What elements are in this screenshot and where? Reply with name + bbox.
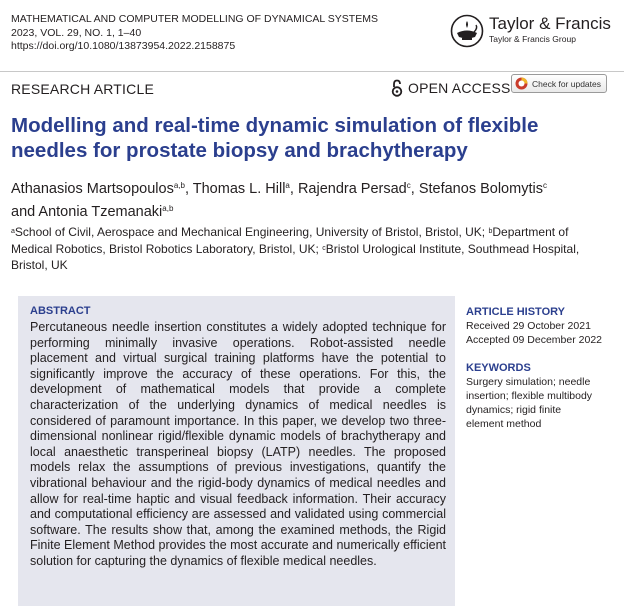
author-affil-sup: c bbox=[542, 181, 547, 190]
open-lock-icon bbox=[391, 79, 403, 97]
crossmark-icon bbox=[515, 77, 528, 90]
keyword-line: element method bbox=[466, 418, 542, 430]
publisher-name: Taylor & Francis bbox=[489, 14, 611, 33]
keywords bbox=[466, 361, 616, 431]
author-affil-sup: a,b bbox=[162, 204, 174, 213]
publisher-group: Taylor & Francis Group bbox=[489, 34, 576, 44]
accepted-date: Accepted 09 December 2022 bbox=[466, 334, 603, 346]
doi-link[interactable]: https://doi.org/10.1080/13873954.2022.2158875 bbox=[11, 40, 236, 52]
affiliations bbox=[11, 224, 611, 274]
keyword-line: insertion; flexible multibody bbox=[466, 390, 593, 402]
affil-text: Department of Medical Robotics, Bristol Robotics Laboratory, Bristol, UK; bbox=[11, 225, 569, 256]
volume-line: 2023, VOL. 29, NO. 1, 1–40 bbox=[11, 26, 142, 39]
lamp-icon bbox=[450, 14, 484, 48]
open-access-badge bbox=[391, 79, 511, 97]
author-name[interactable]: Thomas L. Hill bbox=[192, 181, 286, 197]
article-title: Modelling and real-time dynamic simulation of flexible needles for prostate biopsy and brachytherapy bbox=[11, 114, 539, 162]
affil-sup: b bbox=[488, 228, 493, 235]
affil-sup: a bbox=[11, 228, 15, 235]
author-name[interactable]: Rajendra Persad bbox=[297, 181, 407, 197]
author-name[interactable]: Stefanos Bolomytis bbox=[418, 181, 543, 197]
history-heading: ARTICLE HISTORY bbox=[466, 306, 566, 318]
keyword-line: dynamics; rigid finite bbox=[466, 404, 562, 416]
author-affil-sup: a,b bbox=[173, 181, 185, 190]
header-divider bbox=[0, 71, 624, 72]
keyword-line: Surgery simulation; needle bbox=[466, 376, 591, 388]
author-name[interactable]: Antonia Tzemanaki bbox=[38, 204, 163, 220]
article-type: RESEARCH ARTICLE bbox=[11, 81, 154, 97]
abstract-heading: ABSTRACT bbox=[30, 305, 91, 317]
affil-sup: c bbox=[322, 244, 326, 252]
open-access-label: OPEN ACCESS bbox=[408, 80, 511, 96]
author-name[interactable]: Athanasios Martsopoulos bbox=[11, 181, 174, 197]
keywords-heading: KEYWORDS bbox=[466, 362, 531, 374]
received-date: Received 29 October 2021 bbox=[466, 320, 591, 332]
check-for-updates-label: Check for updates bbox=[532, 78, 601, 89]
journal-name: MATHEMATICAL AND COMPUTER MODELLING OF DYNAMICAL SYSTEMS bbox=[11, 13, 378, 25]
publisher-logo[interactable] bbox=[450, 14, 611, 48]
check-for-updates-button[interactable] bbox=[511, 74, 607, 93]
affil-text: Bristol Urological Institute, Southmead Hospital, Bristol, UK bbox=[11, 241, 580, 272]
abstract-text: Percutaneous needle insertion constitutes a widely adopted technique for performing minimally invasive operations. Robot-assisted needle placement and virtual surgical training platforms have the potential to significantly improve the accuracy of these operations. For this, the development of mathematical models that provide a complete characterization of the underlying dynamics of medical needles is considered of paramount importance. In this paper, we develop two three-dimensional nonlinear rigid/flexible dynamic models of brachytherapy and local anaesthetic transperineal biopsy (LATP) needles. The proposed models relax the assumptions of previous investigations, quantify the vibrational behaviour and the rigid-body dynamics of medical needles and allow for real-time haptic and visual feedback information. Their accuracy and computational efficiency are assessed and validated using commercial software. The results show that, among the examined methods, the Rigid Finite Element Method provides the most accurate and numerically efficient solution for capturing the dynamics of flexible medical needles. bbox=[30, 320, 446, 568]
journal-info bbox=[11, 13, 378, 54]
author-affil-sup: a bbox=[285, 181, 290, 190]
article-history bbox=[466, 305, 616, 347]
author-affil-sup: c bbox=[406, 181, 411, 190]
author-list: Athanasios Martsopoulos$^{a,b}$, Thomas L. Hill$^a$, Rajendra Persad$^c$, Stefanos Bolomytis$^c$ and Antonia Tzemanaki$^{a,b}$ bbox=[11, 181, 547, 220]
affil-text: School of Civil, Aerospace and Mechanical Engineering, University of Bristol, Bristol, UK; bbox=[14, 225, 489, 239]
